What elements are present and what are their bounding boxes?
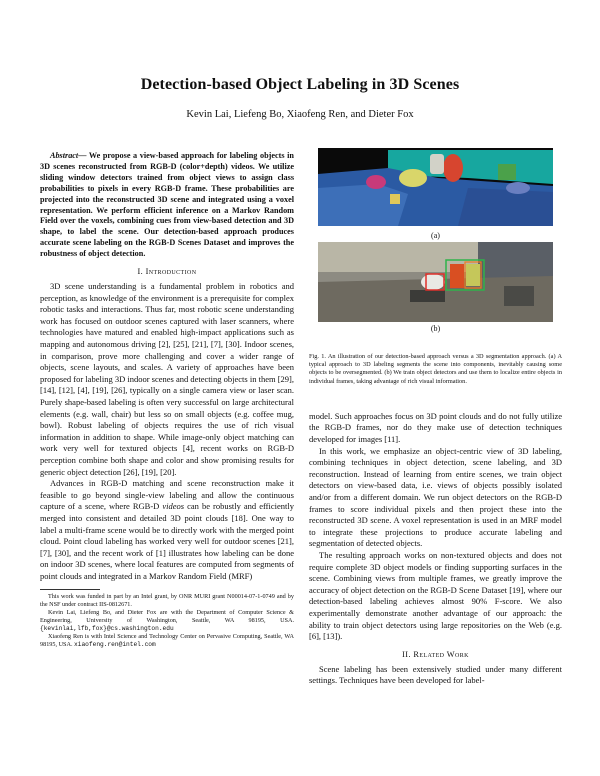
right-paragraph-1: model. Such approaches focus on 3D point clouds and do not fully utilize the RGB-D frames, nor do they make use of detection techniques developed for images [11]. [309,410,562,444]
figure-1b-label: (b) [430,324,441,333]
section-heading-introduction: I. Introduction [137,267,197,277]
related-paragraph-1: Scene labeling has been extensively studied under many different settings. Techniques have been developed for label- [309,663,562,686]
footnotes [40,593,294,649]
segmentation-render [318,148,553,226]
intro-paragraph-2-a: Advances in RGB-D matching and scene reconstruction make it feasible to go beyond single-view labeling and allow the continuous capture of a scene, where RGB-D [40,478,294,512]
left-column [40,151,294,649]
footnote-uw [40,609,294,633]
figure-1 [309,151,562,386]
detection-photo [318,242,553,322]
section-heading-related-work: II. Related Work [402,649,469,659]
abstract-text: — We propose a view-based approach for labeling objects in 3D scenes reconstructed from RGB-D (color+depth) videos. We utilize sliding window detectors trained from object views to assign class probabilities to pixels in every RGB-D frame. These probabilities are projected into the reconstructed 3D scene and integrated using a voxel representation. We perform efficient inference on a Markov Random Field over the voxels, combining cues from view-based detection and 3D shape, to label the scene. Our detection-based approach produces accurate scene labeling on the RGB-D Scenes Dataset and improves the robustness of object detection. [40,151,294,259]
paper-title: Detection-based Object Labeling in 3D Scenes [140,76,460,93]
right-paragraph-3: The resulting approach works on non-textured objects and does not require complete 3D object models or finding supporting surfaces in the scene. Combining views from multiple frames, we greatly improve the accuracy of object detection on the RGB-D Scene Dataset [19], where our detection-based labeling achieves almost 90% F-score. We also experimentally demonstrate another advantage of our approach: the ability to train object detectors using large repositories on the Web (e.g. [6], [13]). [309,549,562,642]
intro-paragraph-2-b: can be robustly and efficiently merged into consistent and detailed 3D point clouds [18]. One way to label a multi-frame scene would be to directly work with the merged point cloud. Point cloud labeling has worked very well for outdoor scenes [21], [7], [30], and the recent work of [1] illustrates how labeling can be done on indoor 3D scenes, where local features are computed from segments of point clouds and integrated in a Markov Random Field (MRF) [40,501,294,581]
abstract-label: Abstract [50,151,79,160]
intro-paragraph-2-emphasis: videos [162,501,185,512]
figure-1a-segmentation-image [318,148,553,226]
right-body [309,411,562,687]
footnote-rule [40,589,100,590]
right-column [309,151,562,776]
author-list: Kevin Lai, Liefeng Bo, Xiaofeng Ren, and Dieter Fox [186,109,414,120]
figure-1a-label: (a) [431,231,440,240]
figure-1b-detection-image [318,242,553,322]
footnote-funding: This work was funded in part by an Intel grant, by ONR MURI grant N00014-07-1-0749 and by the NSF under contract IIS-0812671. [40,592,294,608]
footnote-uw-text: Kevin Lai, Liefeng Bo, and Dieter Fox are with the Department of Computer Science & Engineering, University of Washington, Seattle, WA 98195, USA. [40,608,294,624]
figure-1-caption: Fig. 1. An illustration of our detection-based approach versus a 3D segmentation approach. (a) A typical approach to 3D labeling segments the scene into components, inevitably causing some objects to be oversegmented. (b) We train object detectors and use them to localize entire objects in individual frames, taking advantage of rich visual information. [309,353,562,385]
abstract [40,151,294,260]
footnote-intel [40,633,294,649]
intro-paragraph-1: 3D scene understanding is a fundamental problem in robotics and perception, as knowledge of the environment is a prerequisite for complex robotic tasks and interactions. Thus far, most robotic scene understanding work has focused on outdoor scenes captured with laser scanners, where technologies have matured and enabled high-impact applications such as mapping and autonomous driving [2], [25], [21], [7], [30]. Indoor scenes, in comparison, prove more challenging and cover a wider range of objects, scene layouts, and scales. A variety of approaches have been proposed for labeling 3D indoor scenes and detecting objects in them [29], [14], [12], [4], [19], [26], typically on a single camera view or laser scan. Purely shape-based labeling is often very successful on large architectural elements (e.g. wall, chair) but less so on small objects (e.g. coffee mug, bowl). Robust labeling of objects requires the use of rich visual information in addition to shape. While image-only object matching can work very well for textured objects [4], recent works on RGB-D perception combine both shape and color and show promising results for generic object detection [26], [19], [20]. [40,281,294,477]
right-paragraph-2: In this work, we emphasize an object-centric view of 3D labeling, combining techniques in object detection, scene labeling, and 3D reconstruction. Instead of learning from entire scenes, we train object detectors on view-based data, i.e. views of objects possibly isolated and/or from a different domain. We run object detectors on the RGB-D frames to score individual pixels and then project these into the reconstructed 3D scene. A voxel representation is used in an MRF model to integrate these projections to produce accurate labeling and segmentation of detected objects. [309,445,562,549]
footnote-intel-email: xiaofeng.ren@intel.com [74,640,156,648]
footnote-intel-text: Xiaofeng Ren is with Intel Science and Technology Center on Pervasive Computing, Seattle, WA 98195, USA. [40,632,294,648]
intro-paragraph-2 [40,478,294,582]
footnote-uw-email: {kevinlai,lfb,fox}@cs.washington.edu [40,624,174,632]
